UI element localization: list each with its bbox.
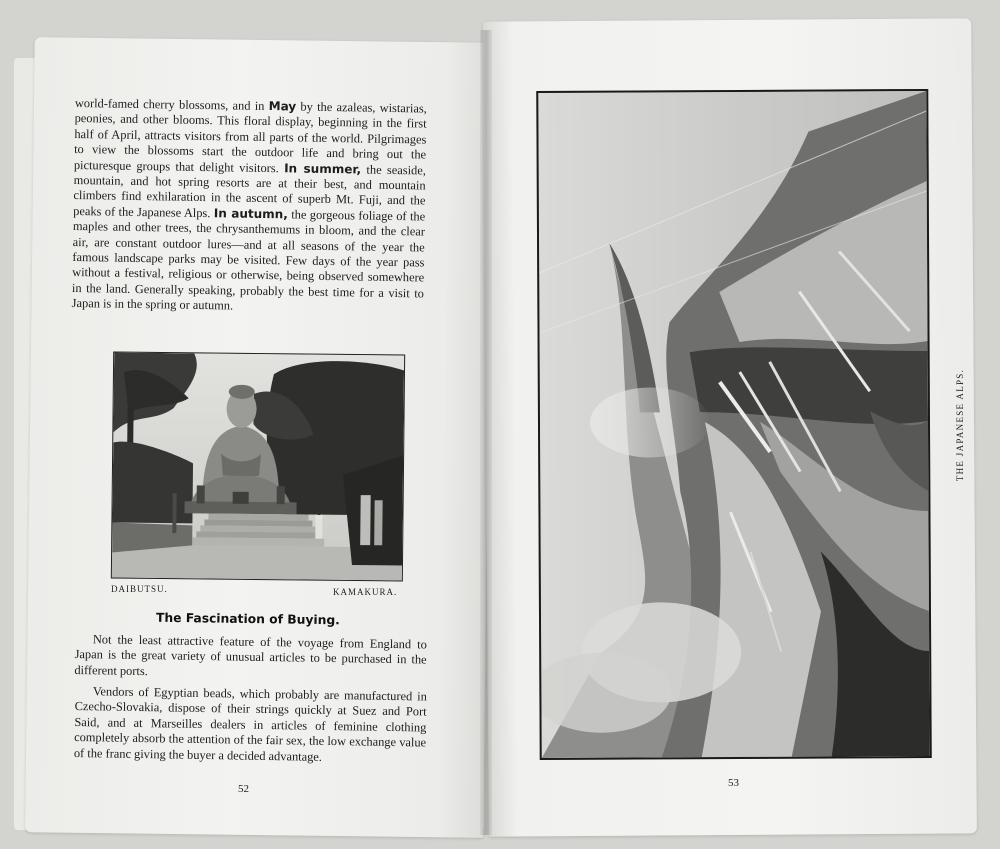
intro-text-2: by the azaleas, wistarias, peonies, and other blooms. This floral display, beginning in the first half of April, attracts visitors from all parts of the world. Pilgrimages to view the blossoms start the outdoor life and bring out the picturesque groups that delight visitors. bbox=[73, 99, 427, 175]
plate-caption: THE JAPANESE ALPS. bbox=[955, 368, 965, 482]
emphasis-may: May bbox=[268, 99, 297, 114]
emphasis-autumn: In autumn, bbox=[213, 206, 288, 222]
daibutsu-illustration bbox=[112, 352, 404, 580]
book-gutter bbox=[480, 30, 492, 835]
intro-text-3: the seaside, mountain, and hot spring resorts are at their best, and mountain climbers find exhilaration in the ascent of superb Mt. Fuji, and the peaks of the Japanese Alps. bbox=[73, 162, 426, 221]
japanese-alps-plate bbox=[536, 89, 931, 760]
section-heading: The Fascination of Buying. bbox=[155, 610, 340, 628]
photo-caption-right: KAMAKURA. bbox=[333, 587, 398, 597]
intro-paragraph bbox=[72, 96, 427, 317]
emphasis-summer: In summer, bbox=[284, 160, 362, 177]
daibutsu-photo bbox=[111, 351, 405, 581]
photo-caption-left: DAIBUTSU. bbox=[111, 584, 168, 594]
page-number-left: 52 bbox=[238, 783, 249, 795]
paragraph-voyage: Not the least attractive feature of the voyage from England to Japan is the great variety of unusual articles to be purchased in the different ports. bbox=[74, 632, 427, 678]
page-number-right: 53 bbox=[728, 777, 739, 789]
mountain-illustration bbox=[538, 91, 929, 758]
intro-text-4: the gorgeous foliage of the maples and other trees, the chrysanthemums in bloom, and the clear air, are constant outdoor lures—and at all seasons of the year the famous landscape parks may be visited. Few days of the year pass without a festival, religious or otherwise, being observed somewhere in the land. Generally speaking, probably the best time for a visit to Japan is in the spring or autumn. bbox=[71, 207, 426, 313]
paragraph-vendors: Vendors of Egyptian beads, which probably are manufactured in Czecho-Slovakia, dispose of their strings quickly at Suez and Port Said, and at Marseilles dealers in articles of feminine clothing completely absorb the attention of the fair sex, the low exchange value of the franc giving the buyer a decided advantage. bbox=[73, 684, 427, 764]
intro-text-1: world-famed cherry blossoms, and in bbox=[74, 96, 269, 114]
